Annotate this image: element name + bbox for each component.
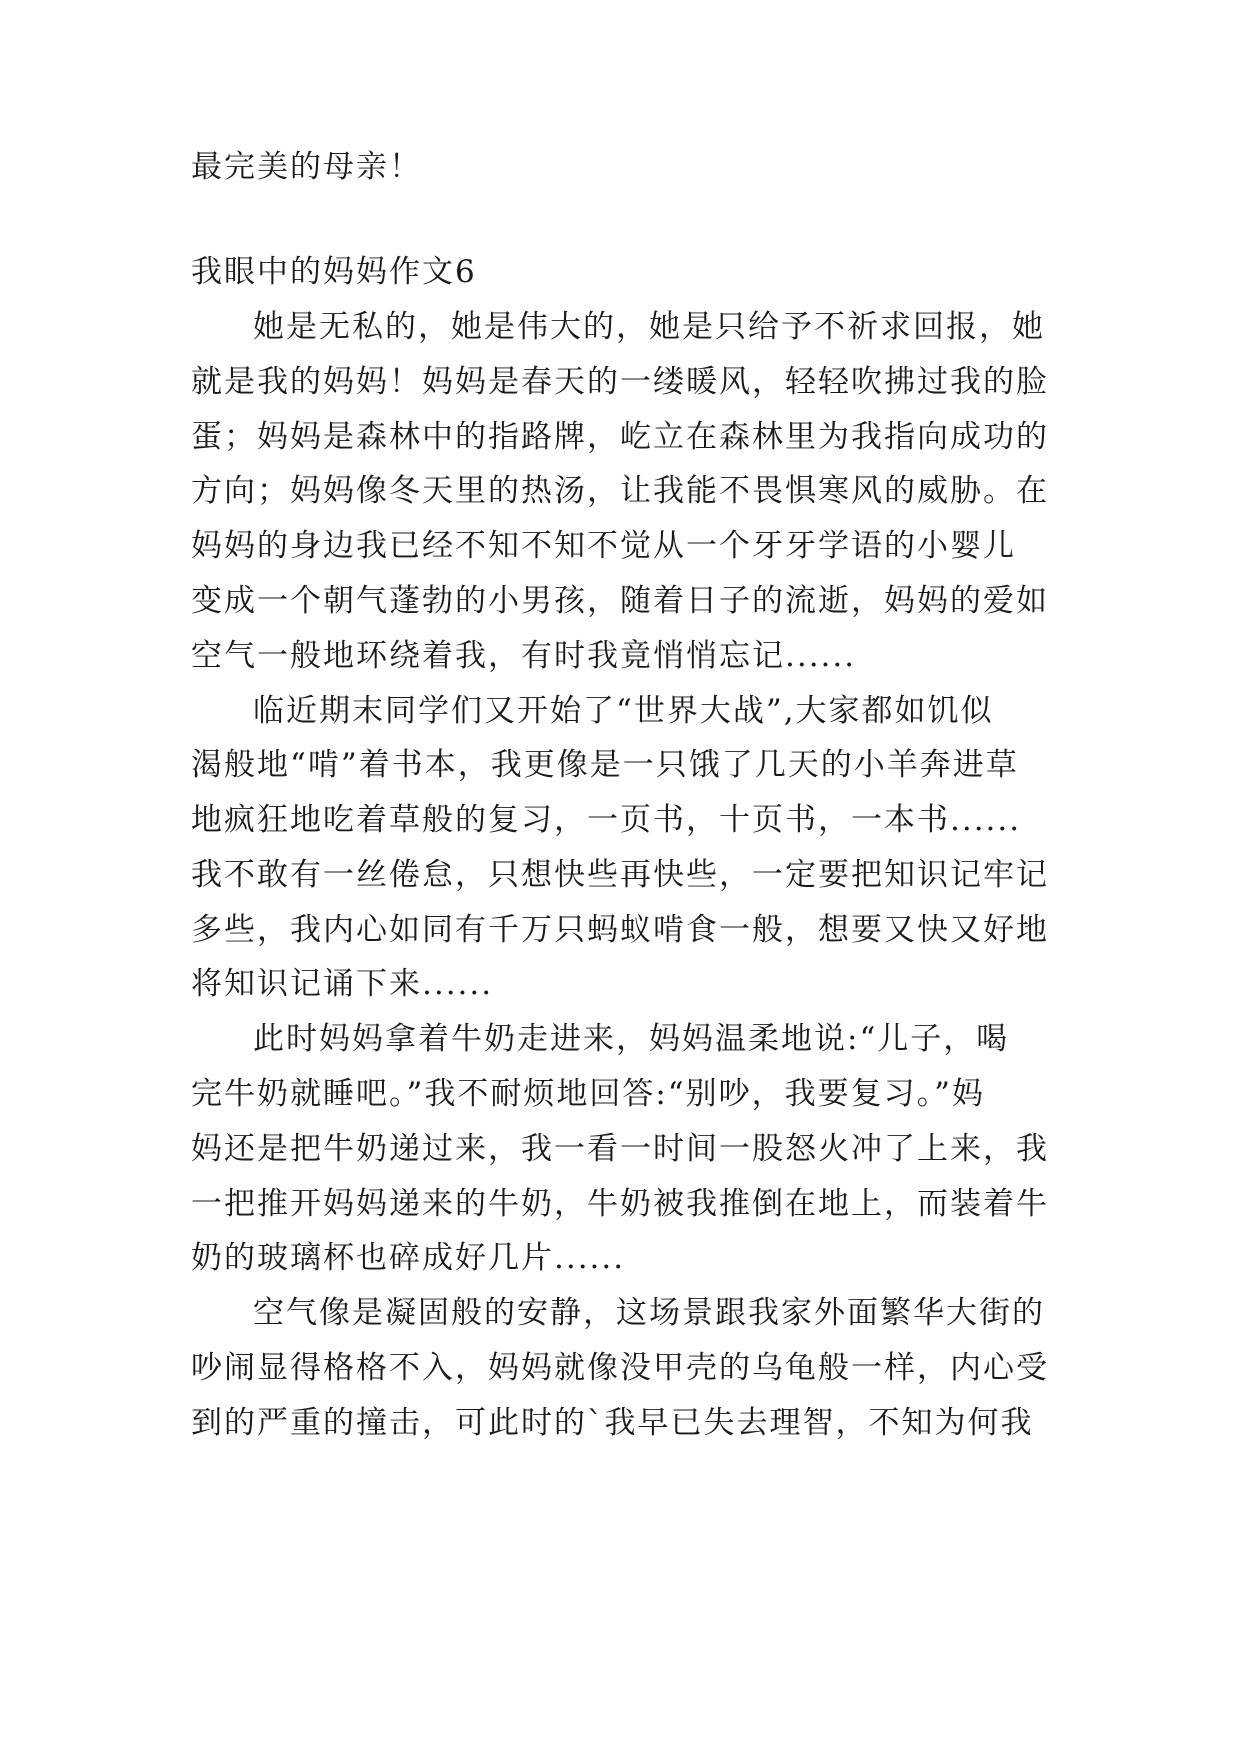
text-line: 此时妈妈拿着牛奶走进来，妈妈温柔地说:“儿子，喝 — [253, 1021, 1010, 1057]
text-line: 妈还是把牛奶递过来，我一看一时间一股怒火冲了上来，我 — [191, 1131, 1049, 1167]
text-line: 奶的玻璃杯也碎成好几片...... — [191, 1240, 626, 1276]
text-line: 渴般地“啃”着书本，我更像是一只饿了几天的小羊奔进草 — [191, 747, 1019, 783]
text-line: 多些，我内心如同有千万只蚂蚁啃食一般，想要又快又好地 — [191, 912, 1049, 948]
text-line: 就是我的妈妈！妈妈是春天的一缕暖风，轻轻吹拂过我的脸 — [191, 364, 1049, 400]
article-title: 我眼中的妈妈作文6 — [191, 254, 477, 290]
text-line: 临近期末同学们又开始了“世界大战”,大家都如饥似 — [253, 693, 994, 729]
text-line: 最完美的母亲！ — [191, 149, 422, 185]
text-line: 一把推开妈妈递来的牛奶，牛奶被我推倒在地上，而装着牛 — [191, 1186, 1049, 1222]
text-line: 我不敢有一丝倦怠，只想快些再快些，一定要把知识记牢记 — [191, 857, 1049, 893]
text-line: 地疯狂地吃着草般的复习，一页书，十页书，一本书...... — [191, 802, 1022, 838]
text-line: 妈妈的身边我已经不知不知不觉从一个牙牙学语的小婴儿 — [191, 528, 1016, 564]
text-line: 到的严重的撞击，可此时的`我早已失去理智，不知为何我 — [191, 1405, 1034, 1441]
text-line: 蛋；妈妈是森林中的指路牌，屹立在森林里为我指向成功的 — [191, 419, 1049, 455]
text-line: 空气一般地环绕着我，有时我竟悄悄忘记...... — [191, 638, 857, 674]
text-line: 方向；妈妈像冬天里的热汤，让我能不畏惧寒风的威胁。在 — [191, 473, 1049, 509]
text-line: 吵闹显得格格不入，妈妈就像没甲壳的乌龟般一样，内心受 — [191, 1350, 1049, 1386]
text-line: 完牛奶就睡吧。”我不耐烦地回答:“别吵，我要复习。”妈 — [191, 1076, 985, 1112]
text-line: 将知识记诵下来...... — [191, 966, 494, 1002]
text-line: 空气像是凝固般的安静，这场景跟我家外面繁华大街的 — [253, 1295, 1045, 1331]
text-line: 变成一个朝气蓬勃的小男孩，随着日子的流逝，妈妈的爱如 — [191, 583, 1049, 619]
text-line: 她是无私的，她是伟大的，她是只给予不祈求回报，她 — [253, 309, 1045, 345]
